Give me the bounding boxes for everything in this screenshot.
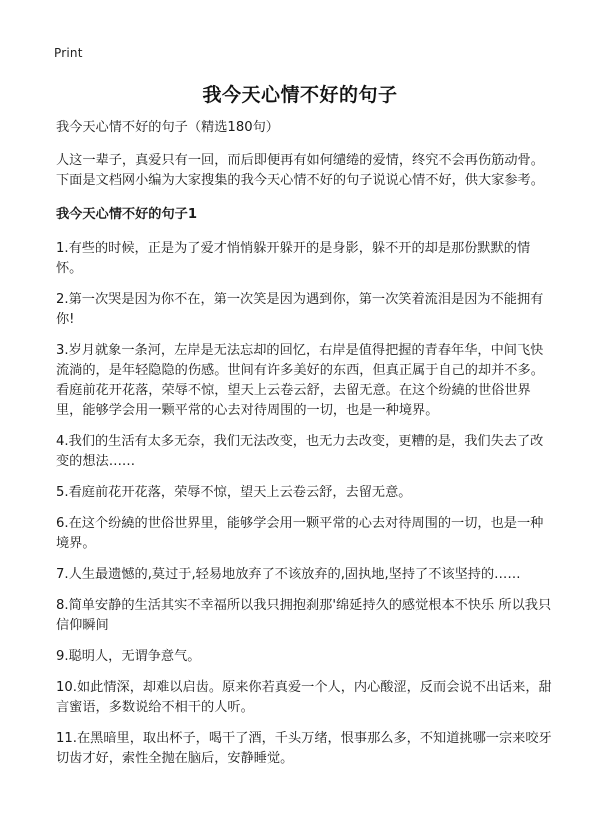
document-subtitle: 我今天心情不好的句子（精选180句）	[56, 120, 279, 135]
intro-paragraph: 人这一辈子，真爱只有一回，而后即便再有如何缱绻的爱情，终究不会再伤筋动骨。下面是文档网小编为大家搜集的我今天心情不好的句子说说心情不好，供大家参考。	[56, 153, 544, 188]
print-link[interactable]: Print	[54, 46, 83, 60]
list-item: 2.第一次哭是因为你不在，第一次笑是因为遇到你，第一次笑着流泪是因为不能拥有你!	[56, 292, 544, 327]
list-item: 7.人生最遗憾的,莫过于,轻易地放弃了不该放弃的,固执地,坚持了不该坚持的……	[56, 567, 521, 582]
list-item: 1.有些的时候，正是为了爱才悄悄躲开躲开的是身影，躲不开的却是那份默默的情怀。	[56, 241, 531, 276]
list-item: 10.如此情深，却难以启齿。原来你若真爱一个人，内心酸涩，反而会说不出话来，甜言蜜语，多数说给不相干的人听。	[56, 680, 552, 715]
section-heading: 我今天心情不好的句子1	[56, 207, 198, 222]
page-title: 我今天心情不好的句子	[202, 84, 398, 106]
document-body	[56, 118, 552, 780]
list-item: 3.岁月就象一条河，左岸是无法忘却的回忆，右岸是值得把握的青春年华，中间飞快流淌的，是年轻隐隐的伤感。世间有许多美好的东西，但真正属于自己的却并不多。看庭前花开花落，荣辱不惊，望天上云卷云舒，去留无意。在这个纷繞的世俗世界里，能够学会用一颗平常的心去对待周围的一切，也是一种境界。	[56, 343, 544, 418]
list-item: 5.看庭前花开花落，荣辱不惊，望天上云卷云舒，去留无意。	[56, 485, 412, 500]
list-item: 8.简单安静的生活其实不幸福所以我只拥抱刹那'绵延持久的感觉根本不快乐 所以我只信仰瞬间	[56, 598, 552, 633]
list-item: 11.在黑暗里，取出杯子，喝干了酒，千头万绪，恨事那么多，不知道挑哪一宗来咬牙切齿才好，索性全抛在脑后，安静睡觉。	[56, 731, 552, 766]
list-item: 6.在这个纷繞的世俗世界里，能够学会用一颗平常的心去对待周围的一切，也是一种境界。	[56, 516, 544, 551]
list-item: 9.聪明人，无谓争意气。	[56, 649, 201, 664]
list-item: 4.我们的生活有太多无奈，我们无法改变，也无力去改变，更糟的是，我们失去了改变的想法……	[56, 434, 544, 469]
